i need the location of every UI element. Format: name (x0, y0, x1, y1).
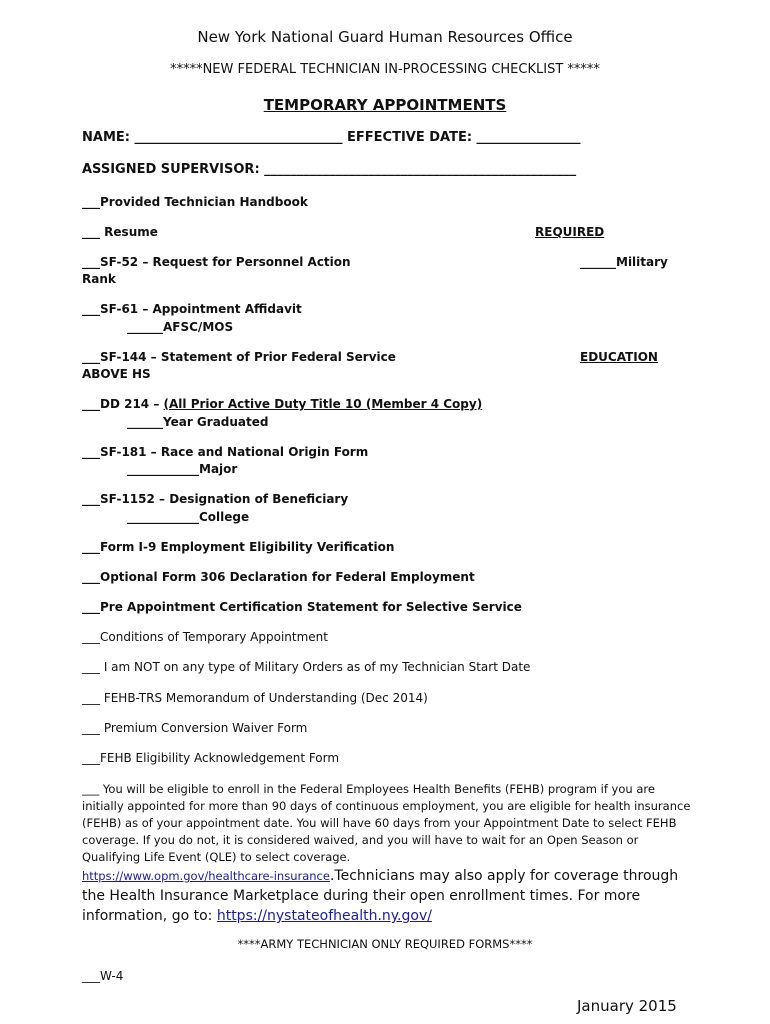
opm-link[interactable]: https://www.opm.gov/healthcare-insurance (82, 869, 330, 883)
above-hs-label: ABOVE HS (82, 367, 151, 381)
item-fehb-eligibility: ___FEHB Eligibility Acknowledgement Form (82, 751, 340, 765)
item-sf181: ___SF-181 – Race and National Origin Form (82, 445, 369, 459)
required-heading: REQUIRED (535, 225, 605, 239)
fehb-links-paragraph (82, 866, 692, 926)
item-sf52: ___SF-52 – Request for Personnel Action (82, 255, 351, 269)
dd214-note: (All Prior Active Duty Title 10 (Member 4 Copy) (163, 397, 483, 411)
year-graduated-blank: ______Year Graduated (127, 415, 269, 429)
item-w4: ___W-4 (82, 969, 124, 983)
marketplace-text: .Technicians may also apply for coverage through the Health Insurance Marketplace during their open enrollment times. For more information, go to: (82, 868, 679, 924)
fehb-paragraph: ___ You will be eligible to enroll in the Federal Employees Health Benefits (FEHB) program if you are initially appointed for more than 90 days of continuous employment, you are eligible for health insurance (FEHB) as of your appointment date. You will have 60 days from your Appointment Date to select FEHB coverage. If you do not, it is considered waived, and you will have to wait for an Open Season or Qualifying Life Event (QLE) to select coverage. (82, 782, 691, 864)
college-blank: ____________College (127, 510, 250, 524)
name-field-line[interactable]: NAME: ________________________________ EFFECTIVE DATE: ________________ (82, 130, 581, 145)
dd214-prefix: ___DD 214 – (82, 397, 164, 411)
item-military-orders: ___ I am NOT on any type of Military Orders as of my Technician Start Date (82, 660, 531, 674)
footer-date: January 2015 (577, 997, 677, 1015)
item-dd214 (82, 397, 482, 411)
item-sf61: ___SF-61 – Appointment Affidavit (82, 302, 302, 316)
item-premium-conversion: ___ Premium Conversion Waiver Form (82, 721, 308, 735)
item-of306: ___Optional Form 306 Declaration for Federal Employment (82, 570, 475, 584)
major-blank: ____________Major (127, 462, 238, 476)
item-conditions: ___Conditions of Temporary Appointment (82, 630, 328, 644)
item-sf144: ___SF-144 – Statement of Prior Federal Service (82, 350, 396, 364)
office-title: New York National Guard Human Resources Office (197, 28, 573, 46)
checklist-title: *****NEW FEDERAL TECHNICIAN IN-PROCESSING CHECKLIST ***** (170, 62, 600, 77)
supervisor-field-line[interactable]: ASSIGNED SUPERVISOR: ________________________________________________ (82, 162, 577, 177)
army-heading: ****ARMY TECHNICIAN ONLY REQUIRED FORMS**** (237, 937, 533, 951)
section-title: TEMPORARY APPOINTMENTS (263, 96, 507, 114)
item-fehb-trs: ___ FEHB-TRS Memorandum of Understanding (Dec 2014) (82, 691, 428, 705)
military-rank-blank: ______Military (580, 255, 668, 269)
item-i9: ___Form I-9 Employment Eligibility Verification (82, 540, 395, 554)
education-heading: EDUCATION (580, 350, 658, 364)
item-handbook: ___Provided Technician Handbook (82, 195, 308, 209)
afsc-mos-blank: ______AFSC/MOS (127, 320, 234, 334)
nystateofhealth-link[interactable]: https://nystateofhealth.ny.gov/ (216, 908, 432, 924)
rank-label: Rank (82, 272, 116, 286)
item-sf1152: ___SF-1152 – Designation of Beneficiary (82, 492, 349, 506)
item-resume: ___ Resume (82, 225, 158, 239)
item-selective-service: ___Pre Appointment Certification Statement for Selective Service (82, 600, 522, 614)
